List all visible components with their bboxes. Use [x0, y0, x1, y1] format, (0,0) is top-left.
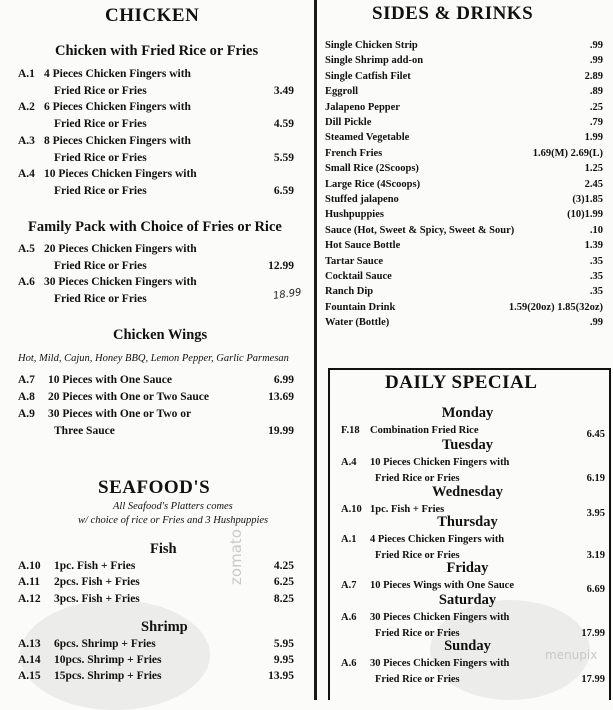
special-line1: 4 Pieces Chicken Fingers with: [370, 534, 505, 545]
side-item-name: Cocktail Sauce: [325, 271, 392, 282]
special-price: 3.19: [586, 550, 605, 561]
side-item: [325, 256, 603, 271]
side-item-name: Dill Pickle: [325, 117, 372, 128]
side-item-name: Sauce (Hot, Sweet & Spicy, Sweet & Sour): [325, 224, 515, 236]
handwritten-price: 18.99: [272, 287, 303, 302]
side-item: [325, 179, 603, 194]
menu-item-a10: A.10 1pc. Fish + Fries 4.25: [18, 560, 294, 572]
special-line2: Fried Rice or Fries: [375, 473, 460, 484]
side-item-name: Single Catfish Filet: [325, 70, 411, 82]
special-price: 6.45: [586, 429, 605, 440]
side-item-price: 2.45: [584, 178, 603, 190]
special-code: A.7: [341, 580, 357, 591]
side-item: [325, 194, 603, 209]
special-line1: Combination Fried Rice: [370, 425, 479, 436]
chicken-title: CHICKEN: [105, 5, 200, 26]
menu-item-a11: A.11 2pcs. Fish + Fries 6.25: [18, 576, 294, 588]
side-item-price: 1.99: [584, 132, 603, 144]
menu-item-a5: A.5 20 Pieces Chicken Fingers with Fried Rice or Fries 12.99: [18, 243, 294, 272]
special-code: A.10: [341, 504, 362, 515]
menupix-watermark: menupix: [545, 648, 598, 662]
side-item-name: Steamed Vegetable: [325, 132, 410, 144]
seafood-title: SEAFOOD'S: [98, 477, 211, 498]
side-item-name: Water (Bottle): [325, 317, 390, 329]
wings-header: Chicken Wings: [113, 327, 208, 343]
menu-item-a9: A.9 30 Pieces with One or Two or Three Sauce 19.99: [18, 408, 294, 437]
special-line2: Fried Rice or Fries: [375, 674, 460, 685]
side-item: [325, 240, 603, 255]
special-line1: 10 Pieces Wings with One Sauce: [370, 580, 514, 591]
day-heading: Monday: [441, 405, 494, 421]
side-item-price: .99: [589, 40, 603, 51]
menu-item-a7: A.7 10 Pieces with One Sauce 6.99: [18, 374, 294, 386]
day-heading: Friday: [446, 560, 489, 576]
menu-item-a1: A.1 4 Pieces Chicken Fingers with Fried Rice or Fries 3.49: [18, 68, 294, 97]
side-item-price: 1.59(20oz) 1.85(32oz): [508, 301, 603, 313]
special-code: A.1: [341, 534, 357, 545]
menu-item-a12: A.12 3pcs. Fish + Fries 8.25: [18, 593, 294, 605]
special-line2: Fried Rice or Fries: [375, 550, 460, 561]
side-item-price: 1.25: [584, 163, 603, 175]
side-item-price: .79: [589, 117, 603, 128]
side-item-name: Large Rice (4Scoops): [325, 178, 421, 190]
side-item: [325, 209, 603, 224]
special-price: 6.19: [586, 473, 605, 484]
day-heading: Wednesday: [432, 484, 503, 500]
special-line1: 1pc. Fish + Fries: [370, 504, 445, 515]
family-pack-header: Family Pack with Choice of Fries or Rice: [28, 219, 282, 235]
menu-item-a13: A.13 6pcs. Shrimp + Fries 5.95: [18, 638, 294, 650]
side-item-name: Eggroll: [325, 86, 359, 98]
special-price: 6.69: [586, 584, 605, 595]
side-item-price: .35: [589, 286, 603, 298]
fried-rice-header: Chicken with Fried Rice or Fries: [55, 43, 259, 59]
side-item: [325, 132, 603, 147]
special-code: F.18: [341, 425, 360, 436]
day-heading: Thursday: [437, 514, 498, 530]
side-item-name: Fountain Drink: [325, 301, 396, 313]
side-item: [325, 163, 603, 178]
seafood-note-2: w/ choice of rice or Fries and 3 Hushpuppies: [78, 515, 269, 526]
shrimp-header: Shrimp: [141, 619, 188, 635]
side-item-name: Single Shrimp add-on: [325, 55, 424, 67]
wings-sauces: Hot, Mild, Cajun, Honey BBQ, Lemon Pepper, Garlic Parmesan: [18, 353, 289, 364]
side-item-name: Single Chicken Strip: [325, 40, 418, 51]
sides-title: SIDES & DRINKS: [372, 3, 534, 24]
side-item-price: .89: [589, 86, 603, 98]
special-price: 17.99: [581, 674, 605, 685]
menu-item-a6: A.6 30 Pieces Chicken Fingers with Fried Rice or Fries: [18, 276, 197, 305]
side-item-price: .35: [589, 271, 603, 282]
seafood-note-1: All Seafood's Platters comes: [113, 501, 233, 512]
side-item: [325, 86, 603, 101]
fish-header: Fish: [150, 541, 177, 557]
side-item-price: .99: [589, 317, 603, 329]
special-code: A.6: [341, 612, 357, 623]
side-item: [325, 317, 603, 332]
side-item-price: 2.89: [584, 70, 603, 82]
side-item: [325, 117, 603, 132]
side-item-price: .10: [589, 224, 603, 236]
special-code: A.6: [341, 658, 357, 669]
special-price: 3.95: [586, 508, 605, 519]
daily-special-title: DAILY SPECIAL: [385, 372, 538, 393]
menu-item-a4: A.4 10 Pieces Chicken Fingers with Fried Rice or Fries 6.59: [18, 168, 294, 197]
menu-item-a15: A.15 15pcs. Shrimp + Fries 13.95: [18, 670, 294, 682]
page-divider: [314, 0, 317, 700]
menu-item-a2: A.2 6 Pieces Chicken Fingers with Fried Rice or Fries 4.59: [18, 101, 294, 130]
zomato-watermark: zomato: [226, 529, 245, 585]
special-line1: 30 Pieces Chicken Fingers with: [370, 612, 510, 623]
side-item-price: .99: [589, 55, 603, 67]
side-item: [325, 148, 603, 163]
side-item: [325, 40, 603, 55]
side-item-name: Ranch Dip: [325, 286, 374, 298]
menu-item-a8: A.8 20 Pieces with One or Two Sauce 13.69: [18, 391, 294, 403]
side-item-price: 1.39: [584, 240, 603, 252]
side-item-name: Jalapeno Pepper: [325, 101, 400, 113]
side-item: [325, 71, 603, 86]
side-item: [325, 286, 603, 301]
side-item: [325, 271, 603, 286]
special-line2: Fried Rice or Fries: [375, 628, 460, 639]
special-line1: 30 Pieces Chicken Fingers with: [370, 658, 510, 669]
side-item-name: Tartar Sauce: [325, 255, 384, 267]
side-item-name: Stuffed jalapeno: [325, 194, 399, 205]
side-item: [325, 55, 603, 70]
side-item: [325, 302, 603, 317]
special-price: 17.99: [581, 628, 605, 639]
menu-item-a14: A.14 10pcs. Shrimp + Fries 9.95: [18, 654, 294, 666]
day-heading: Tuesday: [441, 437, 494, 453]
side-item-price: (10)1.99: [567, 209, 603, 221]
day-heading: Saturday: [438, 592, 497, 608]
menu-item-a3: A.3 8 Pieces Chicken Fingers with Fried Rice or Fries 5.59: [18, 135, 294, 164]
side-item-price: 1.69(M) 2.69(L): [532, 147, 603, 159]
side-item: [325, 225, 603, 240]
side-item-price: .25: [589, 101, 603, 113]
side-item: [325, 102, 603, 117]
side-item-price: (3)1.85: [572, 194, 603, 205]
side-item-name: Hushpuppies: [325, 209, 384, 221]
side-item-name: Hot Sauce Bottle: [325, 240, 401, 252]
side-item-price: .35: [589, 255, 603, 267]
day-heading: Sunday: [444, 638, 491, 654]
special-line1: 10 Pieces Chicken Fingers with: [370, 457, 510, 468]
side-item-name: French Fries: [325, 147, 383, 159]
side-item-name: Small Rice (2Scoops): [325, 163, 419, 175]
special-code: A.4: [341, 457, 357, 468]
